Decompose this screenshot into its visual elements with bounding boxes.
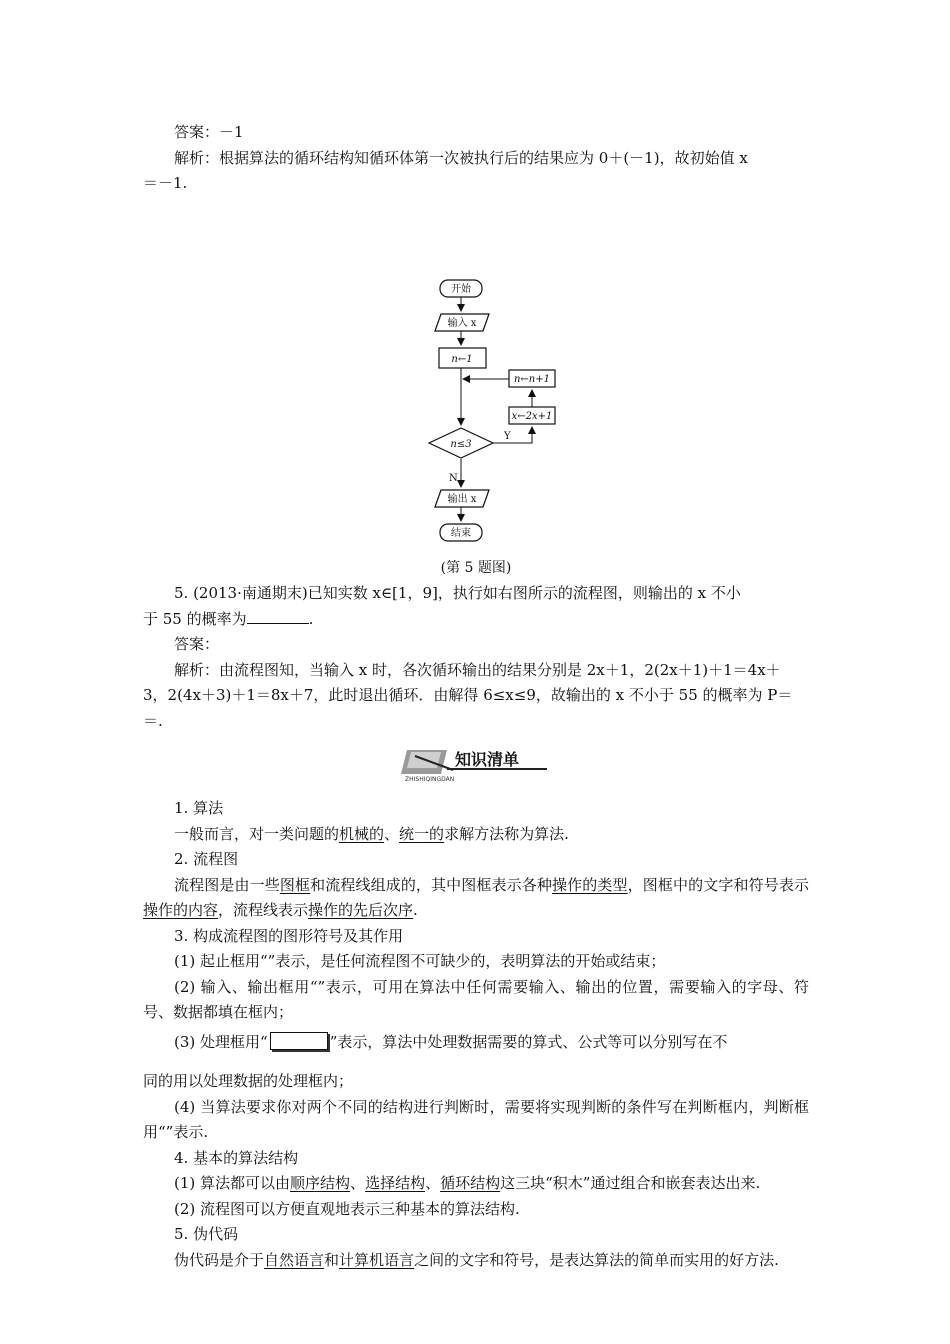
q4-answer: 答案：－1 bbox=[174, 123, 244, 141]
q5-text-line2a: 于 55 的概率为 bbox=[143, 609, 247, 628]
flow-init-label: n←1 bbox=[451, 353, 473, 365]
flow-step2-label: n←n+1 bbox=[513, 373, 551, 385]
k4-item2: (2) 流程图可以方便直观地表示三种基本的算法结构. bbox=[174, 1199, 520, 1218]
flow-no-label: N bbox=[449, 472, 458, 484]
k3-item4: (4) 当算法要求你对两个不同的结构进行判断时，需要将实现判断的条件写在判断框内，判断框用“”表示. bbox=[143, 1097, 809, 1141]
process-box-symbol bbox=[270, 1032, 328, 1050]
figure-caption: (第 5 题图) bbox=[440, 559, 512, 576]
flow-output-label: 输出 x bbox=[447, 493, 477, 505]
k3-item1: (1) 起止框用“”表示，是任何流程图不可缺少的，表明算法的开始或结束； bbox=[174, 952, 666, 970]
k1-heading: 1. 算法 bbox=[174, 799, 224, 817]
k1-body: 一般而言，对一类问题的机械的、统一的求解方法称为算法. bbox=[174, 824, 569, 843]
k5-body: 伪代码是介于自然语言和计算机语言之间的文字和符号，是表达算法的简单而实用的好方法. bbox=[174, 1250, 779, 1269]
q4-analysis-line1: 解析：根据算法的循环结构知循环体第一次被执行后的结果应为 0＋(－1)，故初始值 x bbox=[174, 148, 748, 167]
k5-heading: 5. 伪代码 bbox=[174, 1225, 239, 1243]
flow-step1-label: x←2x+1 bbox=[511, 410, 553, 422]
flowchart-lower bbox=[143, 459, 809, 554]
flowchart bbox=[143, 201, 809, 463]
answer-blank bbox=[247, 609, 309, 624]
q4-analysis-line2: ＝－1. bbox=[143, 174, 188, 192]
q5-text-line2 bbox=[143, 607, 809, 633]
k4-item1: (1) 算法都可以由顺序结构、选择结构、循环结构这三块“积木”通过组合和嵌套表达出来. bbox=[174, 1174, 761, 1192]
k3-heading: 3. 构成流程图的图形符号及其作用 bbox=[174, 926, 404, 945]
q5-answer: 答案： bbox=[174, 635, 220, 653]
q5-text-line2b: . bbox=[308, 609, 314, 628]
k3-item2: (2) 输入、输出框用“”表示，可用在算法中任何需要输入、输出的位置，需要输入的字母、符号、数据都填在框内； bbox=[143, 977, 809, 1021]
flow-start-label: 开始 bbox=[451, 283, 471, 295]
k4-heading: 4. 基本的算法结构 bbox=[174, 1148, 299, 1167]
q5-analysis-line2: 3，2(4x＋3)＋1＝8x＋7，此时退出循环．由解得 6≤x≤9，故输出的 x 不小于 55 的概率为 P＝ bbox=[143, 686, 793, 704]
badge-title: 知识清单 bbox=[455, 750, 520, 769]
section-badge bbox=[401, 744, 551, 784]
flow-decision-label: n≤3 bbox=[450, 438, 472, 450]
flow-input-label: 输入 x bbox=[447, 317, 477, 329]
flow-yes-label: Y bbox=[504, 430, 511, 442]
k3-item3: (3) 处理框用“ ”表示，算法中处理数据需要的算式、公式等可以分别写在不 bbox=[174, 1032, 728, 1051]
q5-text-line1: 5. (2013·南通期末)已知实数 x∈[1，9]，执行如右图所示的流程图，则输出的 x 不小 bbox=[174, 584, 741, 602]
document-page bbox=[143, 120, 809, 1273]
k2-heading: 2. 流程图 bbox=[174, 850, 239, 868]
q5-analysis-line1: 解析：由流程图知，当输入 x 时，各次循环输出的结果分别是 2x＋1，2(2x＋1)＋1＝4x＋ bbox=[174, 660, 781, 679]
k2-body: 流程图是由一些图框和流程线组成的，其中图框表示各种操作的类型，图框中的文字和符号表示操作的内容，流程线表示操作的先后次序. bbox=[143, 875, 809, 919]
badge-pinyin: ZHISHIQINGDAN bbox=[405, 776, 455, 783]
k3-item3-cont: 同的用以处理数据的处理框内； bbox=[143, 1072, 354, 1090]
q5-analysis-line3: ＝. bbox=[143, 711, 163, 730]
flow-end-label: 结束 bbox=[451, 527, 471, 539]
